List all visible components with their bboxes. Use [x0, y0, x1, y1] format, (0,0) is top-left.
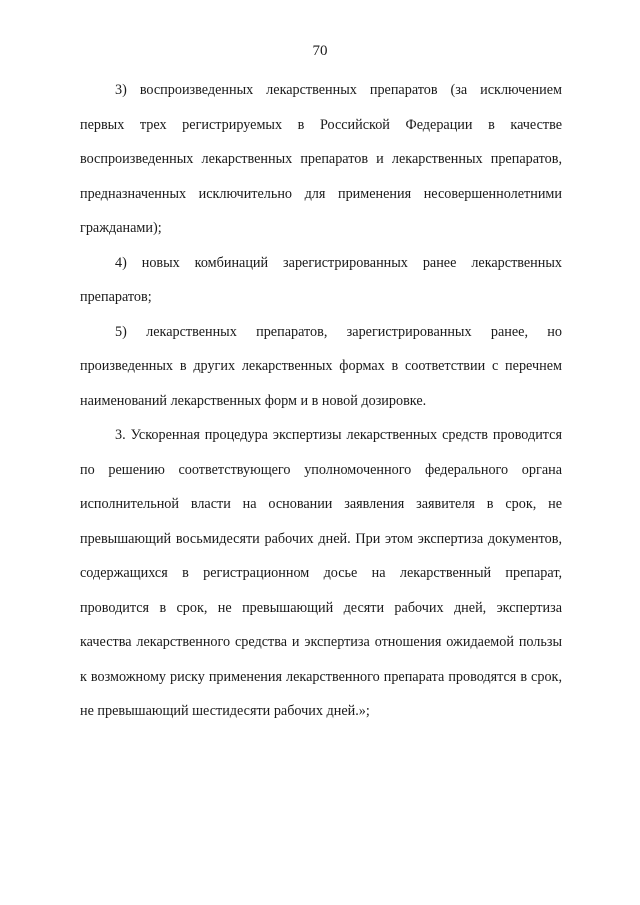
list-item-5: 5) лекарственных препаратов, зарегистрированных ранее, но произведенных в других лекарственных формах в соответствии с перечнем наименований лекарственных форм и в новой дозировке. — [80, 323, 562, 409]
section-3-paragraph: 3. Ускоренная процедура экспертизы лекарственных средств проводится по решению соответствующего уполномоченного федерального органа исполнительной власти на основании заявления заявителя в срок, не превышающий восьмидесяти рабочих дней. При этом экспертиза документов, содержащихся в регистрационном досье на лекарственный препарат, проводится в срок, не превышающий десяти рабочих дней, экспертиза качества лекарственного средства и экспертиза отношения ожидаемой пользы к возможному риску применения лекарственного препарата проводятся в срок, не превышающий шестидесяти рабочих дней.»; — [80, 427, 562, 719]
list-item-3: 3) воспроизведенных лекарственных препаратов (за исключением первых трех регистрируемых в Российской Федерации в качестве воспроизведенных лекарственных препаратов и лекарственных препаратов, предназначенных исключительно для применения несовершеннолетними гражданами); — [80, 82, 562, 236]
list-item-4: 4) новых комбинаций зарегистрированных ранее лекарственных препаратов; — [80, 254, 562, 305]
page-number: 70 — [312, 43, 328, 59]
document-body — [80, 73, 562, 729]
